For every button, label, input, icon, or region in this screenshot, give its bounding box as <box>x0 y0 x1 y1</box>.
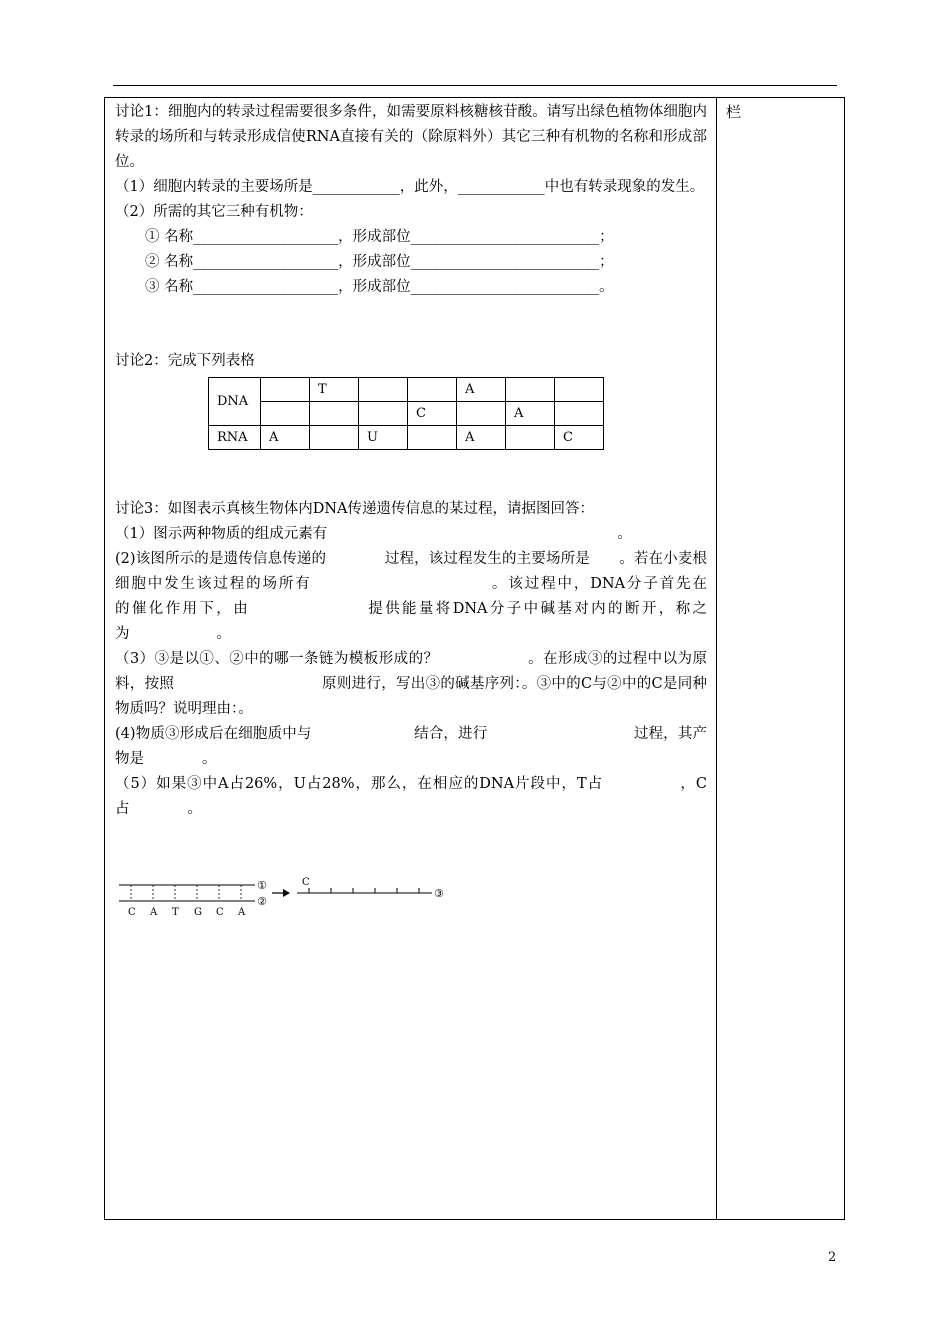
table-cell: A <box>261 426 310 450</box>
base-label: A <box>150 907 158 918</box>
discussion3-intro: 讨论3：如图表示真核生物体内DNA传递遗传信息的某过程，请据图回答： <box>115 501 595 517</box>
arrow-icon <box>283 889 290 897</box>
base-label: C <box>216 907 224 918</box>
table-cell <box>457 402 506 426</box>
table-cell <box>261 378 310 402</box>
column-divider <box>716 97 717 1220</box>
strand-label-1: ① <box>257 879 267 892</box>
discussion1-intro: 讨论1：细胞内的转录过程需要很多条件，如需要原料核糖核苷酸。请写出绿色植物体细胞内转录的场所和与转录形成信使RNA直接有关的（除原料外）其它三种有机物的名称和形成部位。 <box>115 104 707 170</box>
discussion3-q3: （3）③是以①、②中的哪一条链为模板形成的？ 。在形成③的过程中以为原料，按照 原则进行，写出③的碱基序列：。③中的C与②中的C是同种物质吗？说明理由：。 <box>115 651 707 717</box>
rna-ticks <box>309 888 419 893</box>
discussion3-q2: (2)该图所示的是遗传信息传递的 过程，该过程发生的主要场所是 。若在小麦根细胞中发生该过程的场所有 。该过程中，DNA分子首先在 的催化作用下，由 提供能量将DNA分子中碱基对内的断开，称之为 。 <box>115 551 794 642</box>
discussion1-q2: （2）所需的其它三种有机物： <box>115 204 313 220</box>
table-cell <box>359 378 408 402</box>
strand-label-2: ② <box>257 895 267 908</box>
discussion3-q4: (4)物质③形成后在细胞质中与 结合，进行 过程，其产物是 。 <box>115 726 707 767</box>
table-cell <box>506 426 555 450</box>
discussion1-item-3: ③ 名称____________________，形成部位__________________________。 <box>145 279 614 295</box>
table-row <box>209 426 604 450</box>
side-column-label: 栏 <box>726 103 742 121</box>
discussion3-q5: （5）如果③中A占26%，U占28%，那么，在相应的DNA片段中，T占 ，C占 。 <box>115 776 707 817</box>
table-cell <box>555 402 604 426</box>
base-label: G <box>194 907 202 918</box>
base-pair-lines <box>131 885 241 901</box>
table-cell: A <box>506 402 555 426</box>
discussion3-q1: （1）图示两种物质的组成元素有 。 <box>115 526 632 542</box>
table-cell <box>408 426 457 450</box>
main-column <box>115 100 794 822</box>
table-cell: C <box>555 426 604 450</box>
dna-row-header: DNA <box>209 378 261 426</box>
table-cell: C <box>408 402 457 426</box>
table-row <box>209 402 604 426</box>
base-label: A <box>238 907 246 918</box>
discussion1-q1: （1）细胞内转录的主要场所是____________，此外，____________中也有转录现象的发生。 <box>115 179 705 195</box>
discussion2-title: 讨论2：完成下列表格 <box>115 353 255 369</box>
table-cell <box>506 378 555 402</box>
table-cell: A <box>457 426 506 450</box>
table-cell <box>408 378 457 402</box>
rna-base-label: C <box>302 877 310 888</box>
table-cell <box>310 426 359 450</box>
table-cell <box>310 402 359 426</box>
table-row <box>209 378 604 402</box>
table-cell: U <box>359 426 408 450</box>
base-label: T <box>172 907 179 918</box>
table-cell <box>555 378 604 402</box>
template-bases <box>128 907 246 918</box>
strand-label-3: ③ <box>434 887 444 900</box>
table-cell: T <box>310 378 359 402</box>
discussion1-item-1: ① 名称____________________，形成部位__________________________； <box>145 229 614 245</box>
rna-row-header: RNA <box>209 426 261 450</box>
discussion1-item-2: ② 名称____________________，形成部位__________________________； <box>145 254 614 270</box>
base-label: C <box>128 907 136 918</box>
page-number: 2 <box>828 1250 837 1265</box>
table-cell: A <box>457 378 506 402</box>
spacer <box>115 300 707 349</box>
table-cell <box>261 402 310 426</box>
header-rule <box>113 85 837 86</box>
transcription-diagram <box>117 875 457 925</box>
spacer <box>115 450 707 497</box>
table-cell <box>359 402 408 426</box>
base-pairing-table <box>208 377 604 450</box>
